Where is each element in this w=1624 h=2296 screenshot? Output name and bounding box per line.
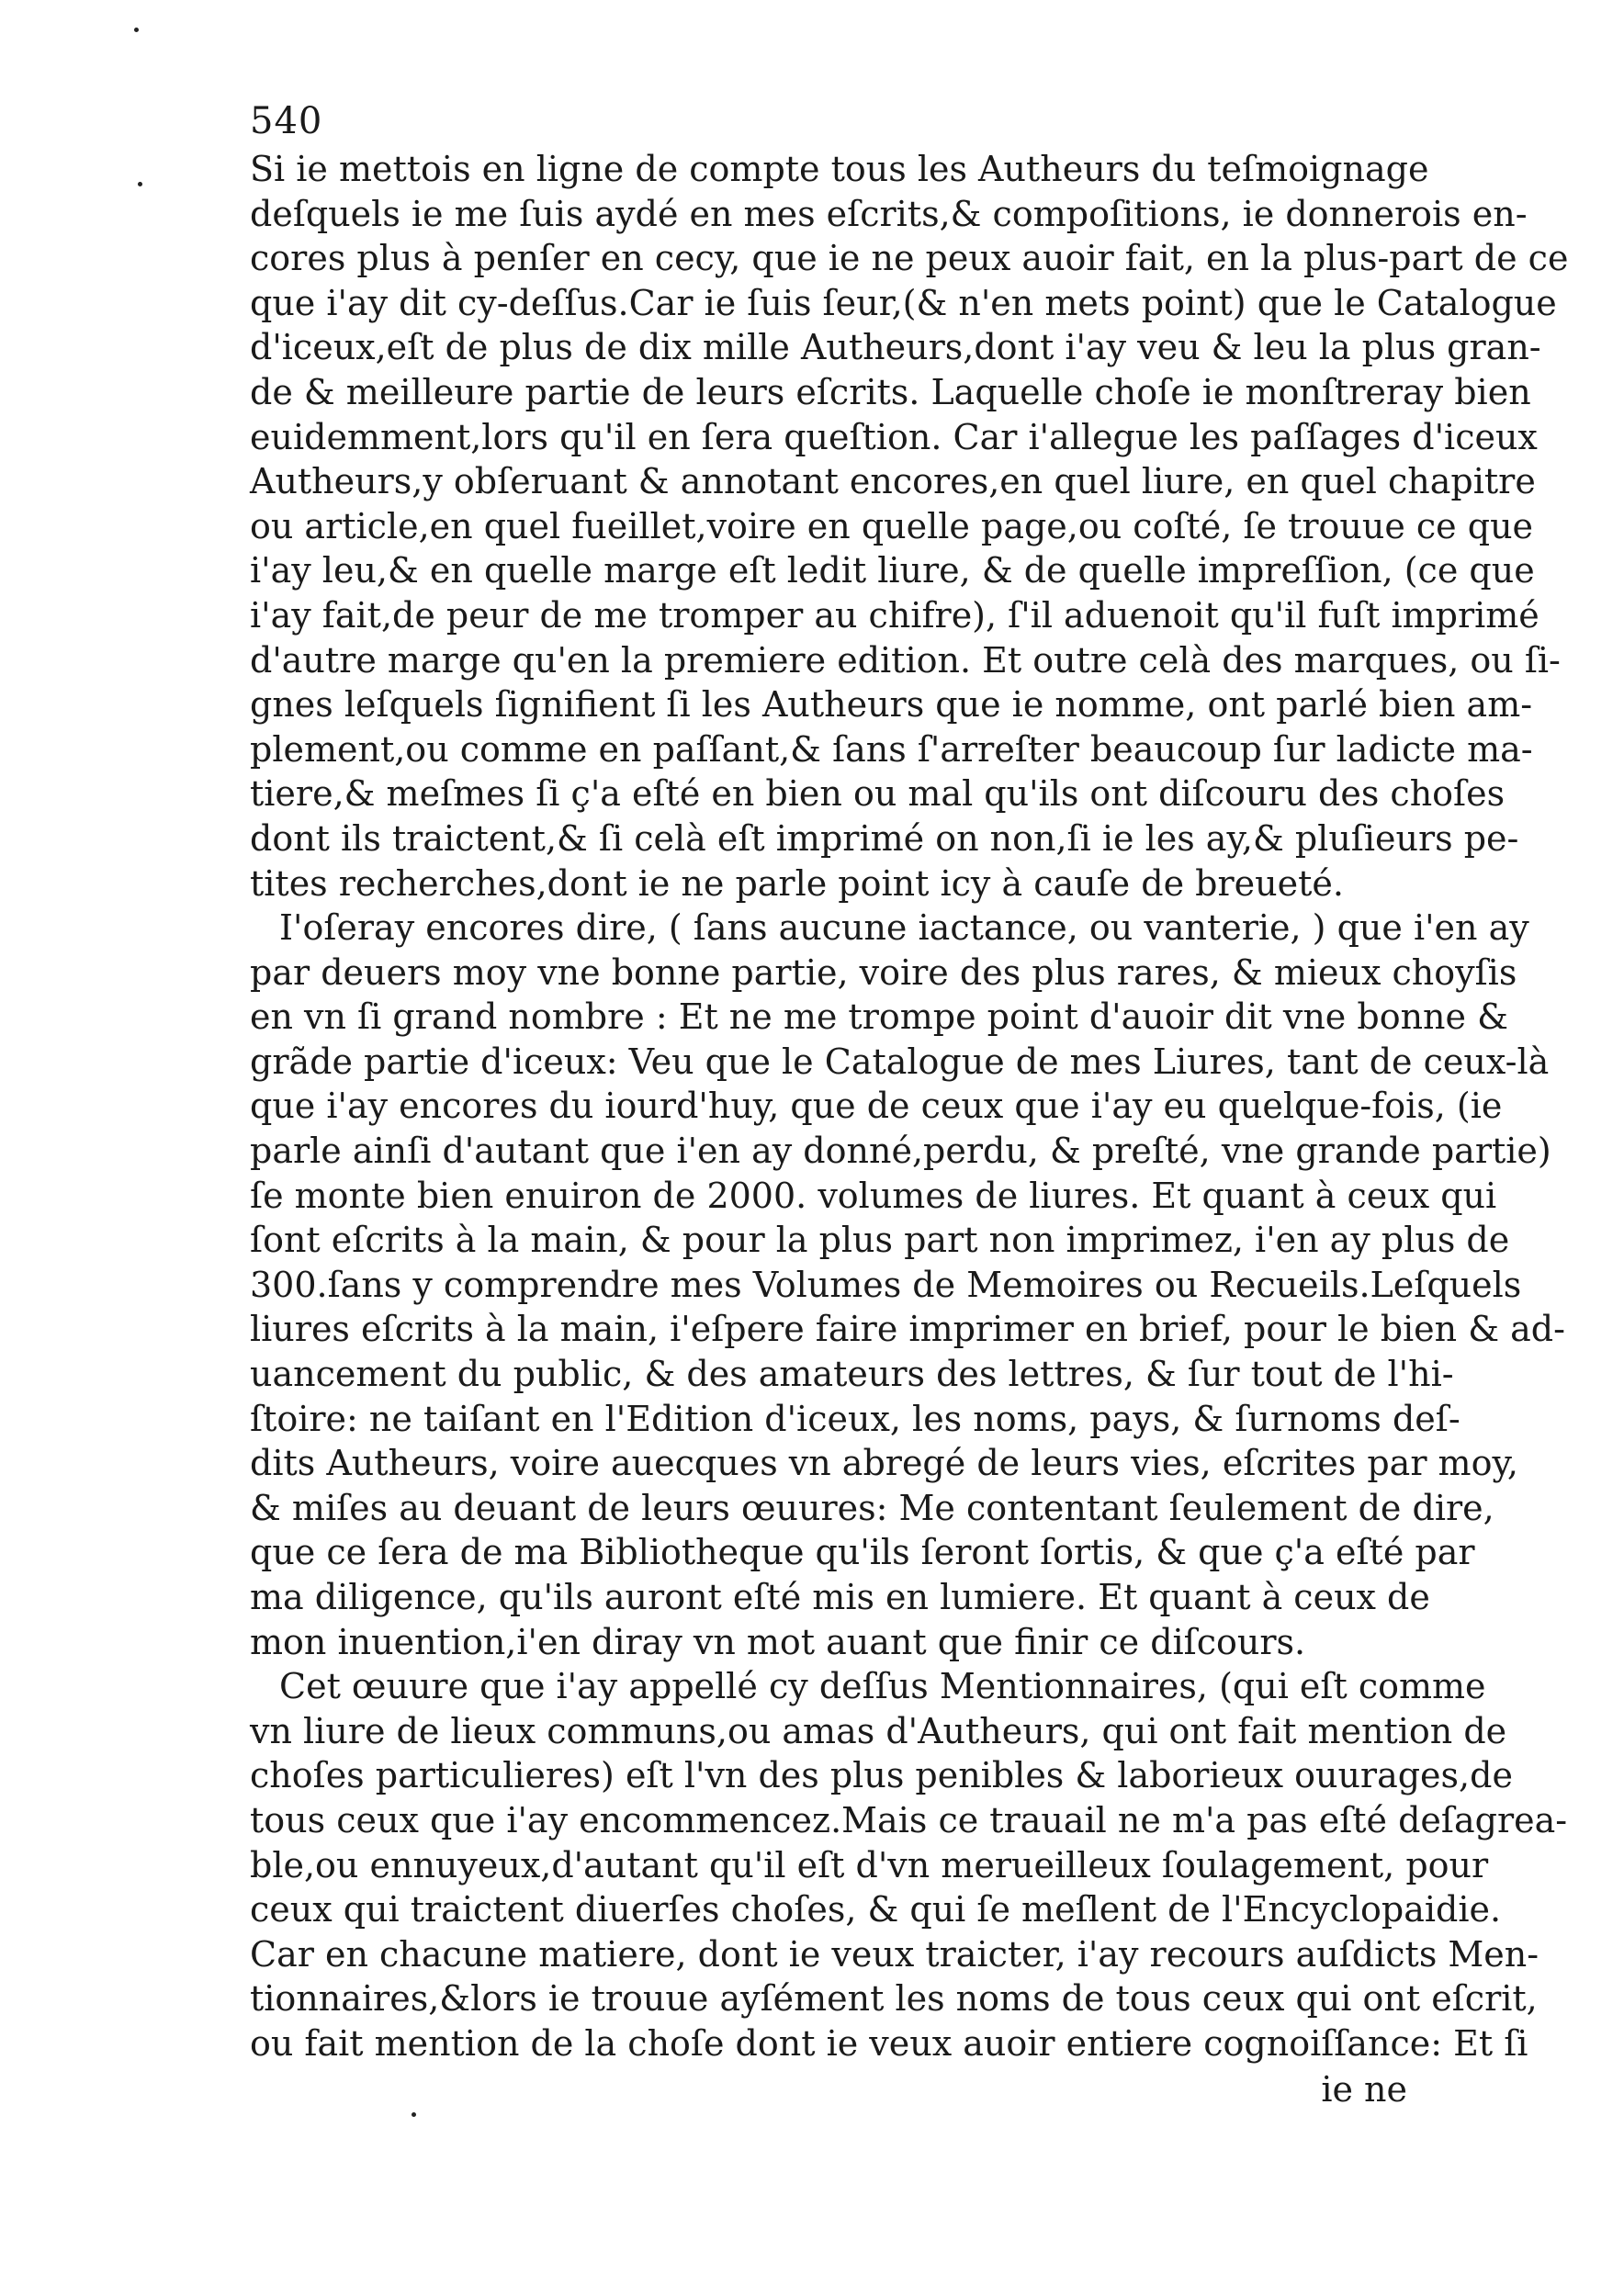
- text-line: que ce ſera de ma Bibliotheque qu'ils ſeront ſortis, & que ç'a eſté par: [250, 1532, 1475, 1573]
- text-line: choſes particulieres) eſt l'vn des plus penibles & laborieux ouurages,de: [250, 1755, 1513, 1796]
- text-line: plement,ou comme en paſſant,& ſans ſ'arreſter beaucoup ſur ladicte ma-: [250, 728, 1533, 770]
- text-line: dits Autheurs, voire auecques vn abregé de leurs vies, eſcrites par moy,: [250, 1443, 1518, 1484]
- text-line: de & meilleure partie de leurs eſcrits. Laquelle choſe ie monſtreray bien: [250, 371, 1531, 412]
- text-line: Autheurs,y obſeruant & annotant encores,en quel liure, en quel chapitre: [250, 461, 1536, 502]
- text-line: ſe monte bien enuiron de 2000. volumes de liures. Et quant à ceux qui: [250, 1175, 1497, 1216]
- text-line: ma diligence, qu'ils auront eſté mis en lumiere. Et quant à ceux de: [250, 1577, 1430, 1617]
- text-line: tous ceux que i'ay encommencez.Mais ce trauail ne m'a pas eſté deſagrea-: [250, 1799, 1568, 1840]
- text-line: i'ay fait,de peur de me tromper au chifre), ſ'il aduenoit qu'il fuſt imprimé: [250, 594, 1539, 636]
- text-line: d'autre marge qu'en la premiere edition. Et outre celà des marques, ou ſi-: [250, 639, 1561, 681]
- text-line: d'iceux,eſt de plus de dix mille Autheurs,dont i'ay veu & leu la plus gran-: [250, 327, 1541, 368]
- catchword: ie ne: [1321, 2069, 1407, 2110]
- text-line: ou fait mention de la choſe dont ie veux auoir entiere cognoiſſance: Et ſi: [250, 2022, 1528, 2064]
- text-line: tites recherches,dont ie ne parle point icy à cauſe de breueté.: [250, 862, 1344, 904]
- text-line: uancement du public, & des amateurs des lettres, & ſur tout de l'hi-: [250, 1354, 1454, 1395]
- text-line: 300.ſans y comprendre mes Volumes de Memoires ou Recueils.Leſquels: [250, 1264, 1522, 1305]
- text-line: Cet œuure que i'ay appellé cy deſſus Mentionnaires, (qui eſt comme: [279, 1666, 1486, 1707]
- text-line: vn liure de lieux communs,ou amas d'Autheurs, qui ont fait mention de: [250, 1710, 1507, 1751]
- text-line: ſont eſcrits à la main, & pour la plus part non imprimez, i'en ay plus de: [250, 1220, 1510, 1261]
- body-text: [250, 147, 1569, 2066]
- text-line: Car en chacune matiere, dont ie veux traicter, i'ay recours auſdicts Men-: [250, 1933, 1539, 1975]
- text-line: & miſes au deuant de leurs œuures: Me contentant ſeulement de dire,: [250, 1487, 1494, 1528]
- text-line: en vn ſi grand nombre : Et ne me trompe point d'auoir dit vne bonne &: [250, 996, 1508, 1038]
- text-line: Si ie mettois en ligne de compte tous les Autheurs du teſmoignage: [250, 149, 1429, 189]
- text-line: i'ay leu,& en quelle marge eſt ledit liure, & de quelle impreſſion, (ce que: [250, 550, 1535, 591]
- page-number: 540: [250, 100, 323, 142]
- text-line: parle ainſi d'autant que i'en ay donné,perdu, & preſté, vne grande partie): [250, 1131, 1551, 1172]
- text-line: grãde partie d'iceux: Veu que le Catalogue de mes Liures, tant de ceux-là: [250, 1041, 1550, 1082]
- text-line: tiere,& meſmes ſi ç'a eſté en bien ou mal qu'ils ont diſcouru des choſes: [250, 773, 1506, 815]
- text-line: euidemment,lors qu'il en ſera queſtion. Car i'allegue les paſſages d'iceux: [250, 416, 1538, 457]
- text-line: deſquels ie me ſuis aydé en mes eſcrits,& compoſitions, ie donnerois en-: [250, 193, 1528, 234]
- text-line: tionnaires,&lors ie trouue ayſément les noms de tous ceux qui ont eſcrit,: [250, 1978, 1538, 2020]
- ink-speck: [134, 28, 139, 32]
- text-line: I'oſeray encores dire, ( ſans aucune iactance, ou vanterie, ) que i'en ay: [279, 907, 1529, 949]
- text-line: que i'ay encores du iourd'huy, que de ceux que i'ay eu quelque-fois, (ie: [250, 1086, 1503, 1127]
- text-line: ou article,en quel fueillet,voire en quelle page,ou coſté, ſe trouue ce que: [250, 505, 1534, 546]
- text-line: liures eſcrits à la main, i'eſpere faire imprimer en brief, pour le bien & ad-: [250, 1309, 1565, 1350]
- text-line: par deuers moy vne bonne partie, voire des plus rares, & mieux choyſis: [250, 951, 1517, 993]
- text-line: que i'ay dit cy-deſſus.Car ie ſuis ſeur,(& n'en mets point) que le Catalogue: [250, 282, 1557, 323]
- text-line: ble,ou ennuyeux,d'autant qu'il eſt d'vn merueilleux ſoulagement, pour: [250, 1844, 1489, 1885]
- text-line: mon inuention,i'en diray vn mot auant que finir ce diſcours.: [250, 1621, 1306, 1662]
- text-line: ceux qui traictent diuerſes choſes, & qui ſe meſlent de l'Encyclopaidie.: [250, 1889, 1502, 1930]
- text-line: cores plus à penſer en cecy, que ie ne peux auoir fait, en la plus-part de ce: [250, 238, 1569, 279]
- text-line: ſtoire: ne taiſant en l'Edition d'iceux, les noms, pays, & ſurnoms deſ-: [250, 1398, 1460, 1439]
- ink-speck: [138, 182, 142, 186]
- text-line: gnes leſquels ſignifient ſi les Autheurs que ie nomme, ont parlé bien am-: [250, 684, 1533, 726]
- text-line: dont ils traictent,& ſi celà eſt imprimé on non,ſi ie les ay,& pluſieurs pe-: [250, 817, 1519, 859]
- ink-speck: [412, 2112, 416, 2117]
